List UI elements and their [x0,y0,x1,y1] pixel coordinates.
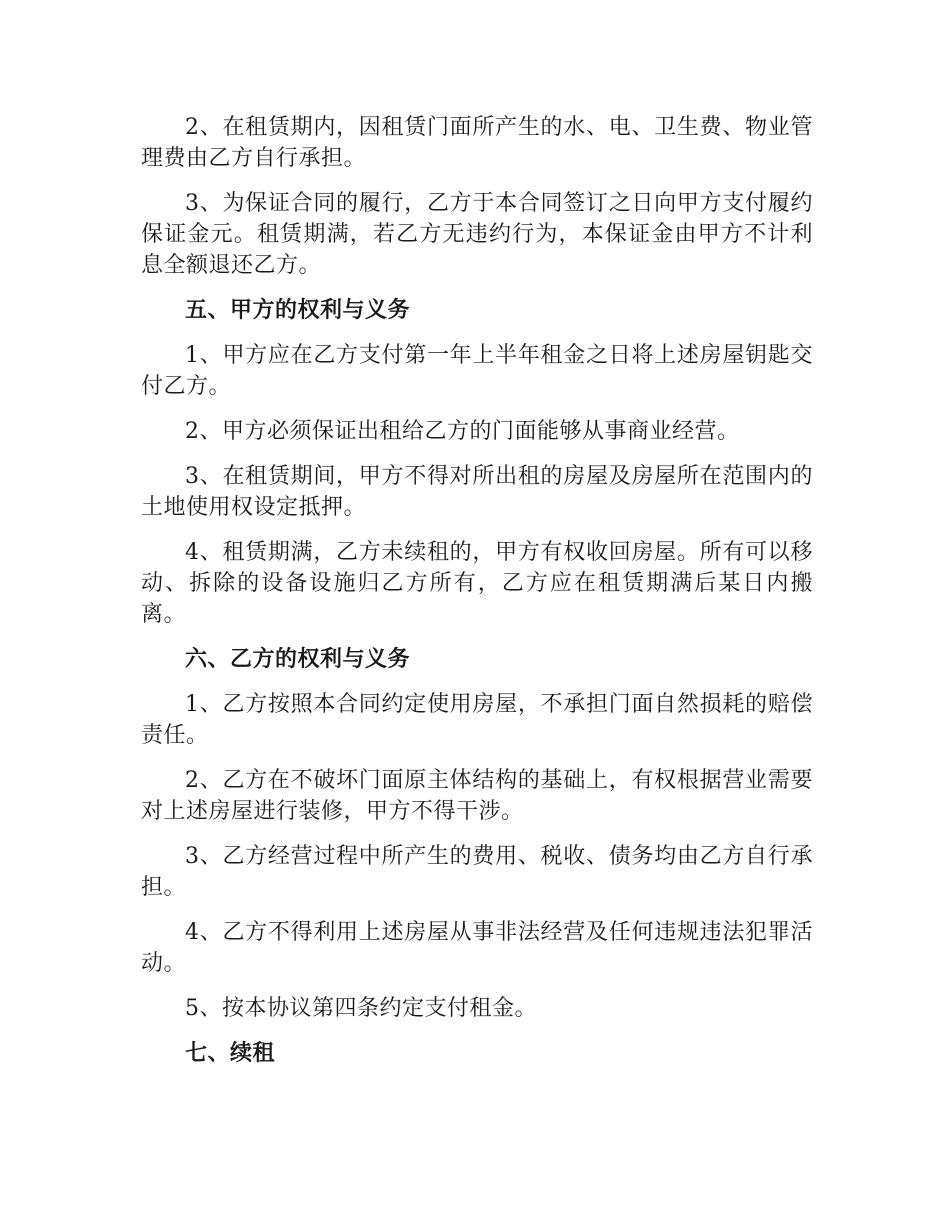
clause-6-3: 3、乙方经营过程中所产生的费用、税收、债务均由乙方自行承担。 [141,844,813,900]
section-5-heading: 五、甲方的权利与义务 [185,297,411,323]
clause-5-4: 4、租赁期满，乙方未续租的，甲方有权收回房屋。所有可以移动、拆除的设备设施归乙方所有，乙方应在租赁期满后某日内搬离。 [141,540,813,627]
clause-5-2: 2、甲方必须保证出租给乙方的门面能够从事商业经营。 [185,419,740,444]
clause-4-2: 2、在租赁期内，因租赁门面所产生的水、电、卫生费、物业管理费由乙方自行承担。 [141,115,813,171]
clause-6-5: 5、按本协议第四条约定支付租金。 [185,996,537,1021]
clause-5-1: 1、甲方应在乙方支付第一年上半年租金之日将上述房屋钥匙交付乙方。 [141,343,813,399]
clause-5-3: 3、在租赁期间，甲方不得对所出租的房屋及房屋所在范围内的土地使用权设定抵押。 [141,464,813,520]
section-7-heading: 七、续租 [185,1040,276,1066]
document-body [141,112,813,1083]
clause-6-4: 4、乙方不得利用上述房屋从事非法经营及任何违规违法犯罪活动。 [141,920,813,976]
clause-6-2: 2、乙方在不破坏门面原主体结构的基础上，有权根据营业需要对上述房屋进行装修，甲方不得干涉。 [141,768,813,824]
section-6-heading: 六、乙方的权利与义务 [185,646,411,672]
clause-4-3: 3、为保证合同的履行，乙方于本合同签订之日向甲方支付履约保证金元。租赁期满，若乙方无违约行为，本保证金由甲方不计利息全额退还乙方。 [141,191,813,278]
clause-6-1: 1、乙方按照本合同约定使用房屋，不承担门面自然损耗的赔偿责任。 [141,692,813,748]
